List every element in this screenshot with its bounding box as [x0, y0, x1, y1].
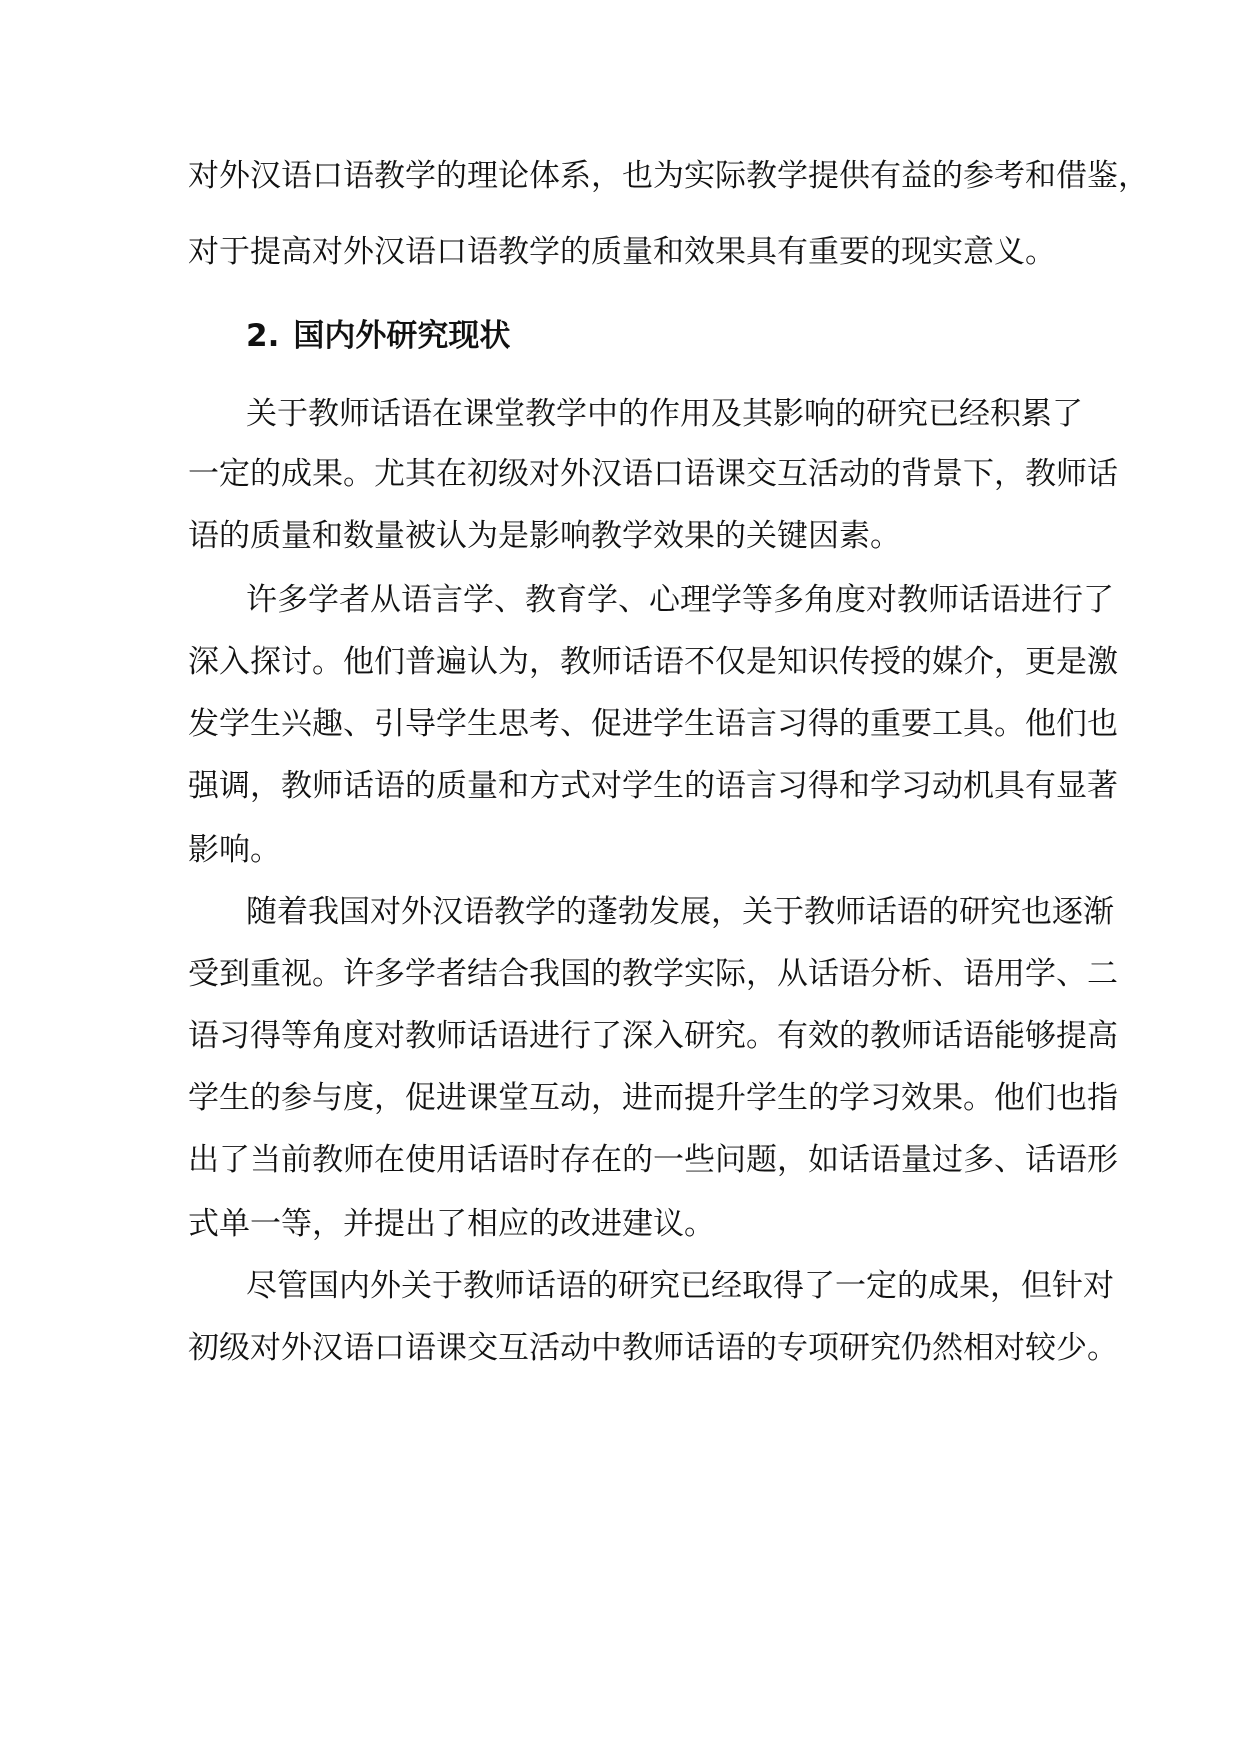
text-line: 对于提高对外汉语口语教学的质量和效果具有重要的现实意义。: [188, 234, 1056, 270]
paragraph-first-line: 关于教师话语在课堂教学中的作用及其影响的研究已经积累了: [246, 396, 1083, 432]
text-line: 学生的参与度，促进课堂互动，进而提升学生的学习效果。他们也指: [188, 1080, 1118, 1116]
text-line: 语习得等角度对教师话语进行了深入研究。有效的教师话语能够提高: [188, 1018, 1118, 1054]
section-number: 2.: [246, 318, 280, 354]
text-line: 影响。: [188, 832, 281, 868]
text-line: 一定的成果。尤其在初级对外汉语口语课交互活动的背景下，教师话: [188, 456, 1118, 492]
text-line: 初级对外汉语口语课交互活动中教师话语的专项研究仍然相对较少。: [188, 1330, 1118, 1366]
paragraph-first-line: 随着我国对外汉语教学的蓬勃发展，关于教师话语的研究也逐渐: [246, 894, 1114, 930]
section-title: 国内外研究现状: [293, 318, 511, 354]
text-line: 发学生兴趣、引导学生思考、促进学生语言习得的重要工具。他们也: [188, 706, 1118, 742]
text-line: 式单一等，并提出了相应的改进建议。: [188, 1206, 715, 1242]
paragraph-first-line: 尽管国内外关于教师话语的研究已经取得了一定的成果，但针对: [246, 1268, 1114, 1304]
text-line: 出了当前教师在使用话语时存在的一些问题，如话语量过多、话语形: [188, 1142, 1118, 1178]
text-line: 受到重视。许多学者结合我国的教学实际，从话语分析、语用学、二: [188, 956, 1118, 992]
text-line: 语的质量和数量被认为是影响教学效果的关键因素。: [188, 518, 901, 554]
paragraph-first-line: 许多学者从语言学、教育学、心理学等多角度对教师话语进行了: [246, 582, 1114, 618]
text-line: 对外汉语口语教学的理论体系，也为实际教学提供有益的参考和借鉴，: [188, 158, 1149, 194]
text-line: 强调，教师话语的质量和方式对学生的语言习得和学习动机具有显著: [188, 768, 1118, 804]
section-heading: [246, 314, 510, 358]
text-line: 深入探讨。他们普遍认为，教师话语不仅是知识传授的媒介，更是激: [188, 644, 1118, 680]
